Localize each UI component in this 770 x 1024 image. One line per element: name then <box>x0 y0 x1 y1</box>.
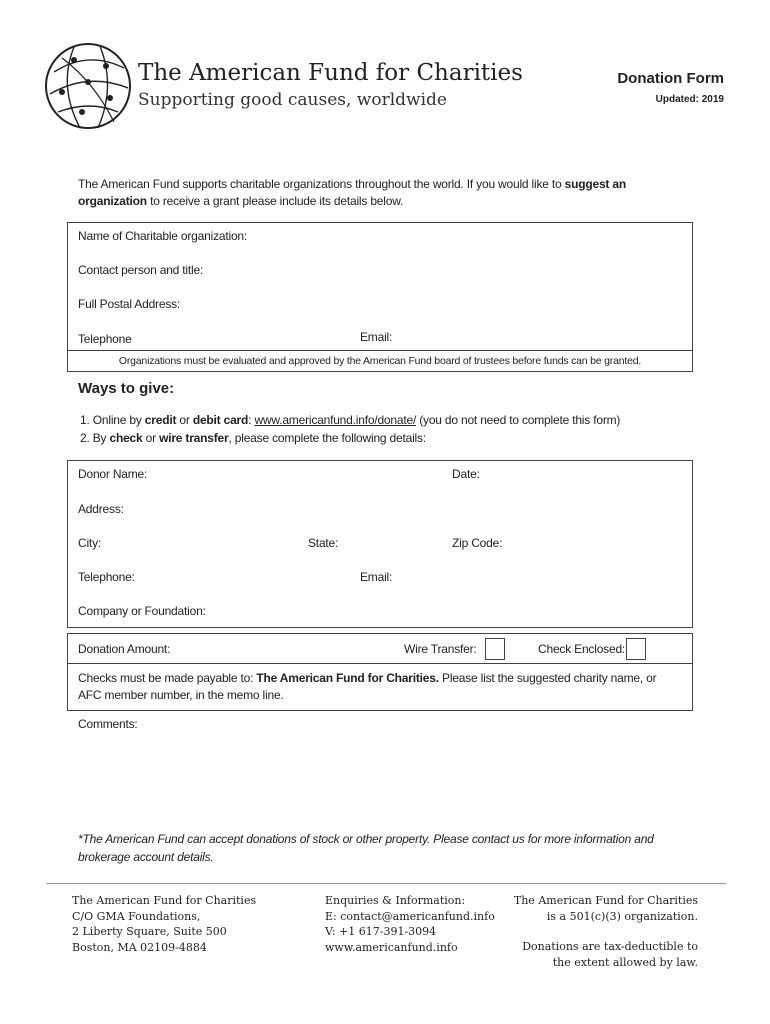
comments-field[interactable]: Comments: <box>78 717 138 731</box>
footer-legal <box>514 893 698 970</box>
way1-suffix: (you do not need to complete this form) <box>416 413 621 427</box>
intro-bold-2: organization <box>78 194 147 208</box>
donor-details-box <box>67 460 693 628</box>
payable-prefix: Checks must be made payable to: <box>78 671 257 685</box>
footer-address-line: C/O GMA Foundations, <box>72 909 201 923</box>
donate-link[interactable]: www.americanfund.info/donate/ <box>254 413 417 427</box>
footer-tax-line: Donations are tax-deductible to <box>522 940 698 953</box>
footer-legal-line: is a 501(c)(3) organization. <box>546 909 698 923</box>
wire-transfer-label: Wire Transfer: <box>404 642 477 656</box>
company-field[interactable]: Company or Foundation: <box>78 604 206 618</box>
org-telephone-field[interactable]: Telephone <box>78 332 132 346</box>
way2-wire: wire transfer <box>159 431 229 445</box>
way1-credit: credit <box>144 413 177 427</box>
footer-address-line: 2 Liberty Square, Suite 500 <box>72 925 227 938</box>
intro-text-after: to receive a grant please include its details below. <box>146 194 404 208</box>
stock-donation-note: *The American Fund can accept donations of stock or other property. Please contact us for more information and brokerage account details. <box>78 832 654 864</box>
footer-tax-line: the extent allowed by law. <box>552 955 698 969</box>
way1-or: or <box>176 413 193 427</box>
payable-suffix: Please list the suggested charity name, or <box>438 671 657 685</box>
footer-divider <box>46 883 726 884</box>
way-check-wire <box>80 431 426 445</box>
org-name: The American Fund for Charities <box>138 60 523 86</box>
zip-code-field[interactable]: Zip Code: <box>452 536 503 550</box>
org-approval-note-row <box>67 350 693 373</box>
payable-line2: AFC member number, in the memo line. <box>78 688 284 702</box>
way2-suffix: , please complete the following details: <box>228 431 426 445</box>
org-email-field[interactable]: Email: <box>360 330 393 344</box>
date-field[interactable]: Date: <box>452 467 480 481</box>
footer-legal-line: The American Fund for Charities <box>513 894 698 907</box>
check-enclosed-label: Check Enclosed: <box>538 642 626 656</box>
intro-bold-1: suggest an <box>564 177 626 191</box>
way-online <box>80 413 620 427</box>
footer-website-link[interactable]: www.americanfund.info <box>325 940 458 954</box>
check-enclosed-checkbox[interactable] <box>626 638 646 660</box>
footer-address-line: Boston, MA 02109-4884 <box>72 940 207 954</box>
footer-contact <box>325 893 495 955</box>
amount-divider <box>67 663 693 664</box>
footer-phone: V: +1 617-391-3094 <box>325 925 437 938</box>
intro-paragraph <box>78 176 678 210</box>
footer-address-line: The American Fund for Charities <box>72 894 257 907</box>
payable-name: The American Fund for Charities. <box>256 671 439 685</box>
footer-address <box>72 893 256 955</box>
org-tagline: Supporting good causes, worldwide <box>138 90 447 110</box>
ways-to-give-heading: Ways to give: <box>78 380 175 397</box>
donation-amount-field[interactable]: Donation Amount: <box>78 642 171 656</box>
way1-prefix: 1. Online by <box>80 413 145 427</box>
org-name-field[interactable]: Name of Charitable organization: <box>78 229 248 243</box>
footer-contact-line: Enquiries & Information: <box>325 894 466 907</box>
footer-email-link[interactable]: E: contact@americanfund.info <box>325 909 495 923</box>
postal-address-field[interactable]: Full Postal Address: <box>78 297 181 311</box>
donor-name-field[interactable]: Donor Name: <box>78 467 148 481</box>
intro-text-before: The American Fund supports charitable organizations throughout the world. If you would like to <box>78 177 565 191</box>
globe-logo-icon <box>44 42 132 130</box>
way2-prefix: 2. By <box>80 431 110 445</box>
contact-person-field[interactable]: Contact person and title: <box>78 263 204 277</box>
donor-email-field[interactable]: Email: <box>360 570 393 584</box>
city-field[interactable]: City: <box>78 536 102 550</box>
donor-address-field[interactable]: Address: <box>78 502 124 516</box>
form-title: Donation Form <box>617 70 724 87</box>
form-updated-date: Updated: 2019 <box>655 94 724 105</box>
way1-colon: : <box>248 413 255 427</box>
donation-amount-box <box>67 633 693 711</box>
wire-transfer-checkbox[interactable] <box>485 638 505 660</box>
payable-note <box>78 670 656 704</box>
donor-telephone-field[interactable]: Telephone: <box>78 570 135 584</box>
way1-debit: debit card <box>192 413 249 427</box>
footer-spacer <box>514 924 698 939</box>
state-field[interactable]: State: <box>308 536 339 550</box>
org-approval-note: Organizations must be evaluated and approved by the American Fund board of trustees before funds can be granted. <box>118 355 642 367</box>
way2-check: check <box>109 431 143 445</box>
way2-or: or <box>142 431 160 445</box>
